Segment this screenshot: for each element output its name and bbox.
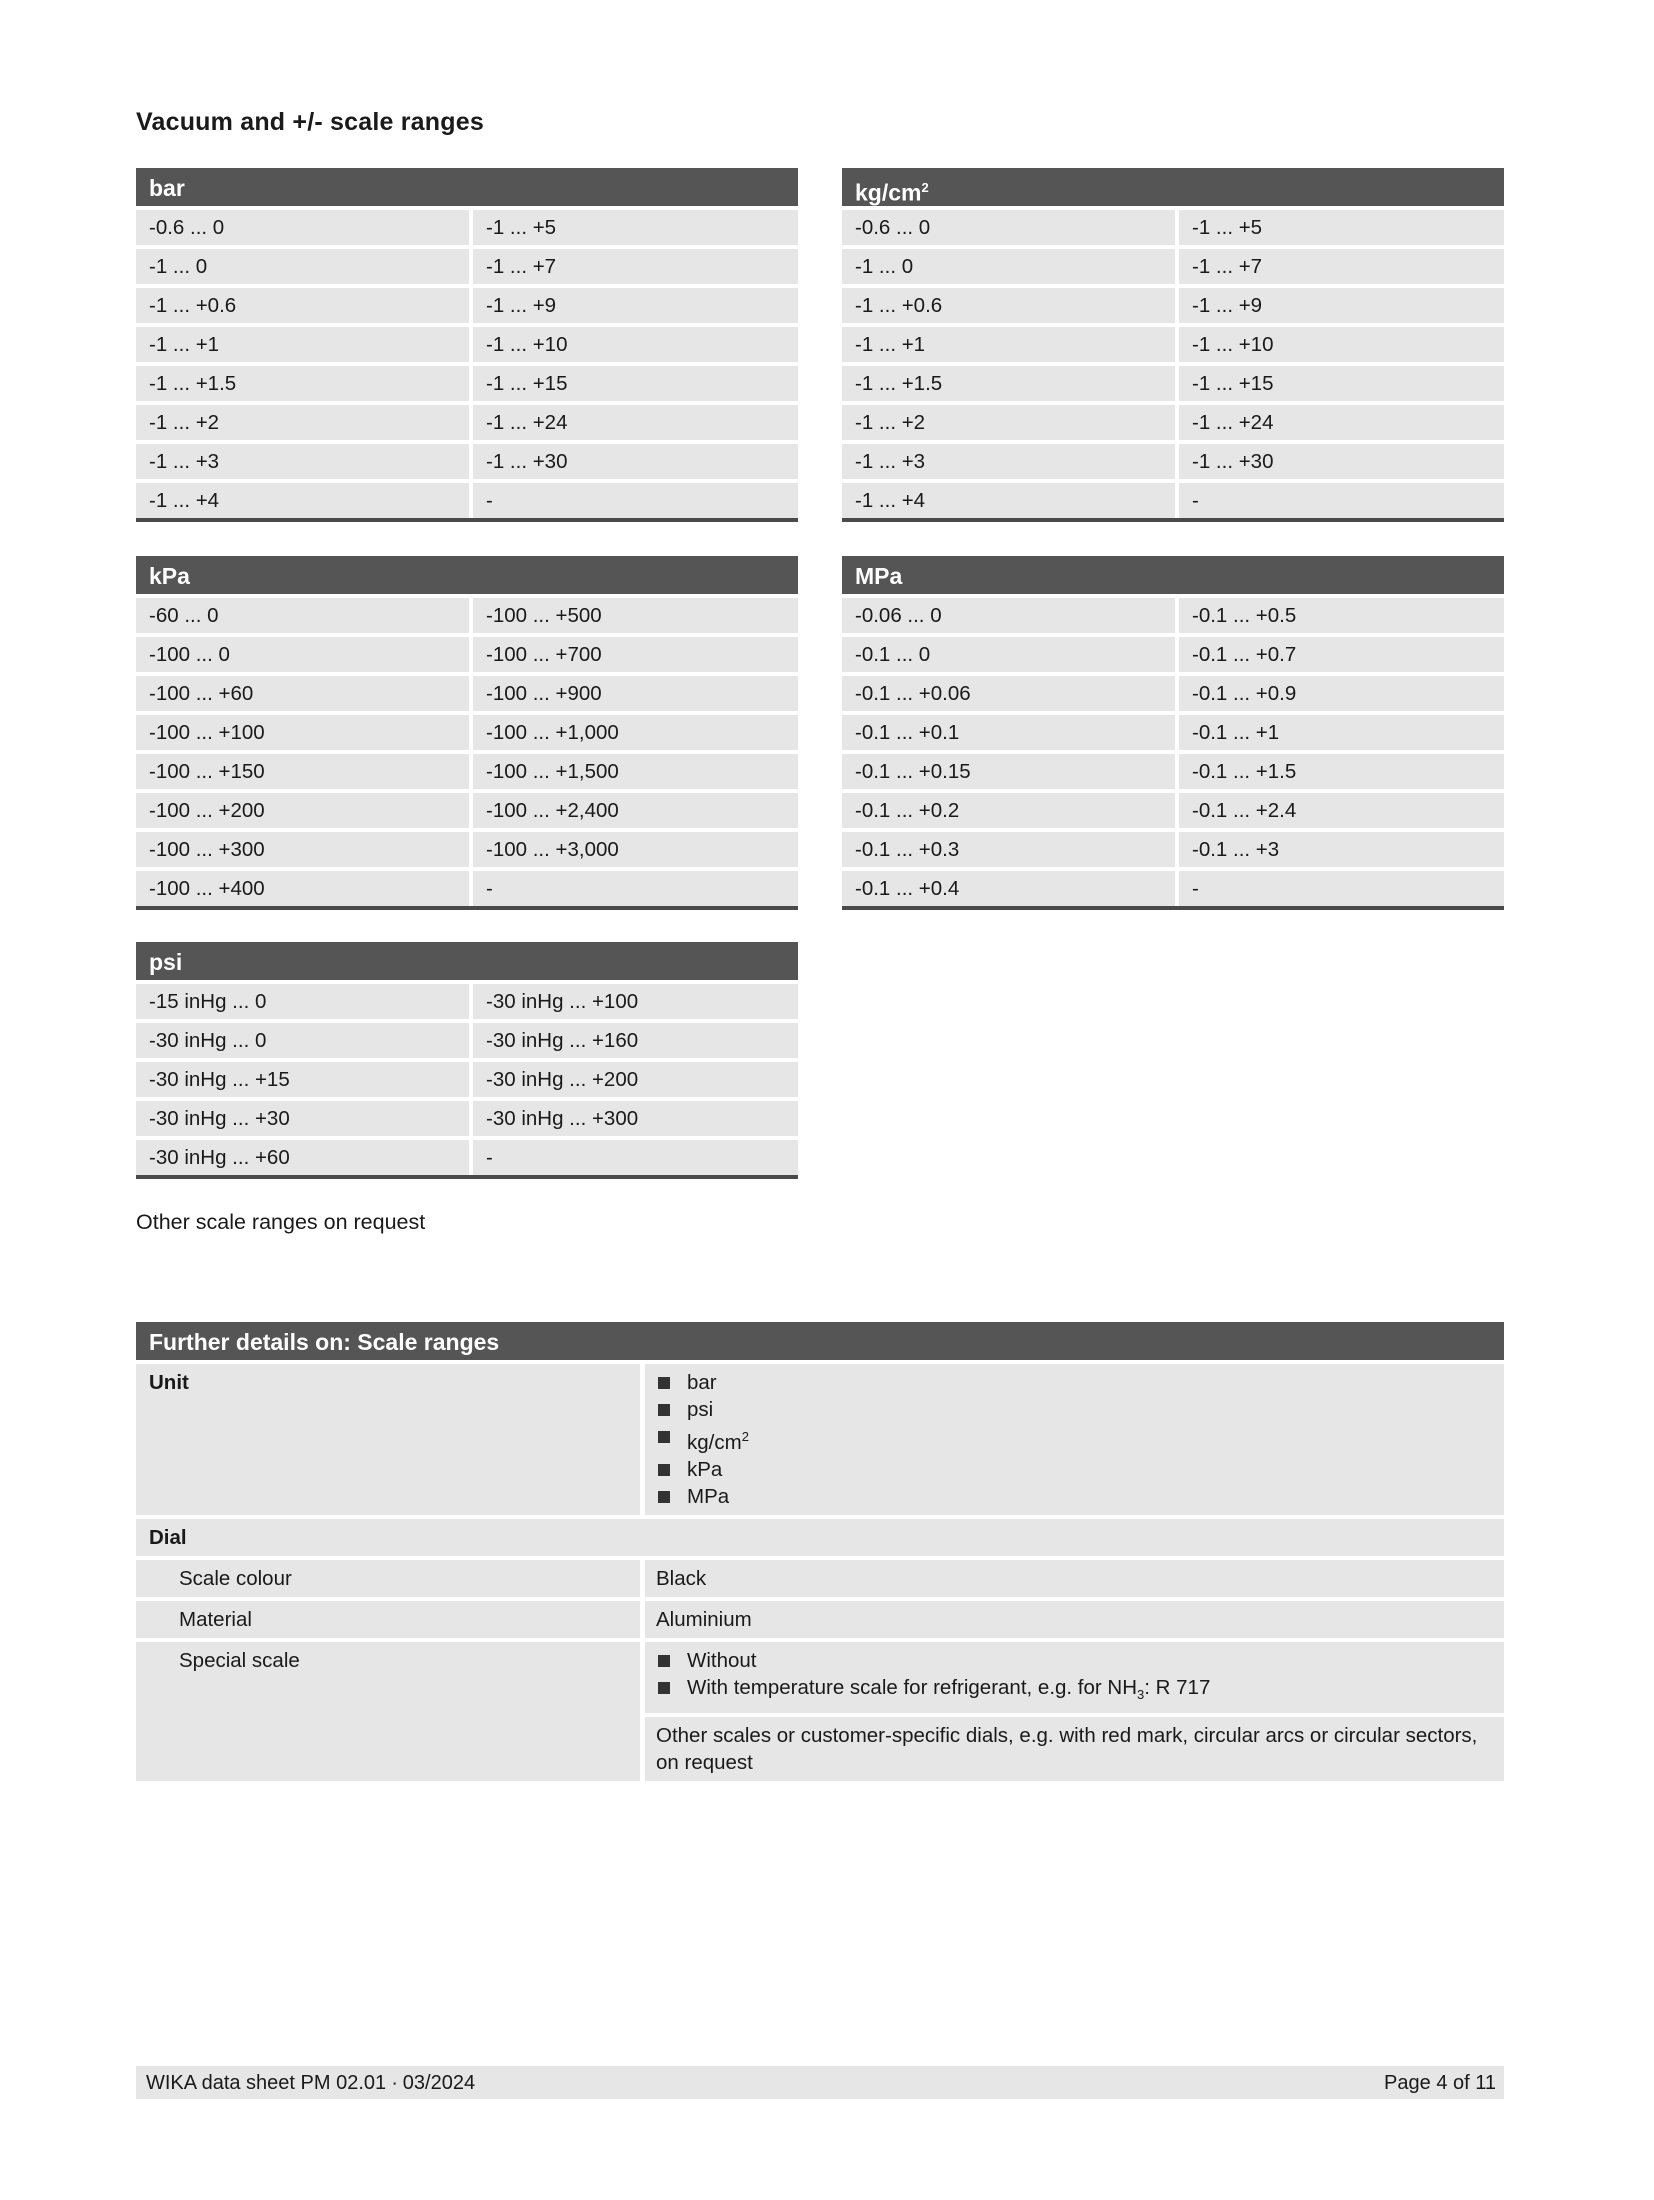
- scale-colour-label: Scale colour: [136, 1560, 640, 1597]
- range-table-kgcm2: [842, 168, 1504, 522]
- table-row: [842, 676, 1504, 711]
- range-cell: -100 ... +2,400: [473, 793, 798, 828]
- range-cell: -0.1 ... +0.4: [842, 871, 1175, 906]
- table-row: [842, 754, 1504, 789]
- special-scale-values: [645, 1642, 1504, 1781]
- table-row: [842, 598, 1504, 633]
- range-cell: -1 ... +2: [842, 405, 1175, 440]
- scale-colour-value: Black: [645, 1560, 1504, 1597]
- range-cell: -1 ... +15: [1179, 366, 1504, 401]
- range-cell: -: [473, 871, 798, 906]
- range-cell: -1 ... +0.6: [842, 288, 1175, 323]
- range-cell: -: [1179, 483, 1504, 518]
- unit-value: [645, 1364, 1504, 1515]
- range-cell: -0.1 ... +0.9: [1179, 676, 1504, 711]
- range-cell: -: [1179, 871, 1504, 906]
- table-row: [136, 715, 798, 750]
- material-value: Aluminium: [645, 1601, 1504, 1638]
- table-row: [842, 405, 1504, 440]
- range-cell: -100 ... +900: [473, 676, 798, 711]
- bullet-square-icon: [658, 1655, 670, 1667]
- range-cell: -1 ... +5: [473, 210, 798, 245]
- special-scale-note: Other scales or customer-specific dials, e.g. with red mark, circular arcs or circular sectors, on request: [645, 1717, 1504, 1781]
- table-row: [136, 1140, 798, 1175]
- special-scale-label: Special scale: [136, 1642, 640, 1781]
- range-table-kpa: [136, 556, 798, 910]
- range-cell: -1 ... +9: [1179, 288, 1504, 323]
- range-cell: -1 ... +3: [842, 444, 1175, 479]
- range-cell: -30 inHg ... +100: [473, 984, 798, 1019]
- range-cell: -100 ... +1,500: [473, 754, 798, 789]
- unit-label: Unit: [136, 1364, 640, 1515]
- range-cell: -0.1 ... +1.5: [1179, 754, 1504, 789]
- range-cell: -1 ... +5: [1179, 210, 1504, 245]
- range-cell: -100 ... +700: [473, 637, 798, 672]
- range-cell: -0.1 ... +0.3: [842, 832, 1175, 867]
- range-cell: -30 inHg ... +60: [136, 1140, 469, 1175]
- range-cell: -0.6 ... 0: [136, 210, 469, 245]
- range-cell: -30 inHg ... +200: [473, 1062, 798, 1097]
- list-item: $kg/cm^2$: [656, 1423, 1504, 1456]
- range-cell: -1 ... +24: [473, 405, 798, 440]
- range-cell: -100 ... +300: [136, 832, 469, 867]
- material-row: [136, 1601, 1504, 1638]
- table-title: [842, 168, 1504, 206]
- table-row: [136, 984, 798, 1019]
- list-item: psi: [656, 1396, 1504, 1423]
- range-cell: -0.1 ... +0.1: [842, 715, 1175, 750]
- scale-colour-row: [136, 1560, 1504, 1597]
- table-row: [136, 871, 798, 906]
- range-cell: -1 ... +30: [1179, 444, 1504, 479]
- range-cell: -1 ... +15: [473, 366, 798, 401]
- range-cell: -60 ... 0: [136, 598, 469, 633]
- range-cell: -100 ... +3,000: [473, 832, 798, 867]
- footer-document-id: WIKA data sheet PM 02.01 ∙ 03/2024: [146, 2072, 476, 2094]
- range-cell: -0.1 ... +3: [1179, 832, 1504, 867]
- bullet-square-icon: [658, 1377, 670, 1389]
- range-cell: -1 ... +30: [473, 444, 798, 479]
- range-cell: -1 ... +10: [1179, 327, 1504, 362]
- table-row: [842, 871, 1504, 906]
- range-cell: -30 inHg ... 0: [136, 1023, 469, 1058]
- table-row: [842, 637, 1504, 672]
- bullet-square-icon: [658, 1431, 670, 1443]
- bullet-square-icon: [658, 1464, 670, 1476]
- range-cell: -100 ... +200: [136, 793, 469, 828]
- range-table-psi: [136, 942, 798, 1179]
- range-cell: -0.1 ... 0: [842, 637, 1175, 672]
- table-title: MPa: [842, 556, 1504, 594]
- range-cell: -1 ... +24: [1179, 405, 1504, 440]
- table-row: [842, 832, 1504, 867]
- table-title: bar: [136, 168, 798, 206]
- table-row: [136, 1062, 798, 1097]
- bullet-square-icon: [658, 1491, 670, 1503]
- material-label: Material: [136, 1601, 640, 1638]
- list-item: bar: [656, 1369, 1504, 1396]
- range-table-mpa: [842, 556, 1504, 910]
- list-item: Without: [656, 1647, 1504, 1674]
- table-title-superscript: 2: [921, 180, 929, 195]
- table-row: [136, 288, 798, 323]
- table-row: [136, 598, 798, 633]
- range-cell: -100 ... 0: [136, 637, 469, 672]
- table-row: [842, 793, 1504, 828]
- range-cell: -1 ... +1.5: [136, 366, 469, 401]
- table-row: [136, 327, 798, 362]
- special-scale-options: [645, 1642, 1504, 1713]
- table-row: [842, 327, 1504, 362]
- table-row: [842, 288, 1504, 323]
- range-cell: -1 ... +7: [1179, 249, 1504, 284]
- table-row: [136, 793, 798, 828]
- range-cell: -1 ... +1.5: [842, 366, 1175, 401]
- footer-page-number: Page 4 of 11: [1384, 2072, 1496, 2094]
- table-row: [136, 754, 798, 789]
- table-row: [842, 483, 1504, 518]
- range-cell: -0.1 ... +2.4: [1179, 793, 1504, 828]
- range-cell: -0.1 ... +0.15: [842, 754, 1175, 789]
- table-row: [136, 637, 798, 672]
- further-details-table: [136, 1322, 1504, 1785]
- range-cell: -1 ... +0.6: [136, 288, 469, 323]
- range-cell: -1 ... +4: [136, 483, 469, 518]
- table-row: [136, 366, 798, 401]
- range-cell: -0.1 ... +0.5: [1179, 598, 1504, 633]
- further-details-title: Further details on: Scale ranges: [136, 1322, 1504, 1360]
- table-title: psi: [136, 942, 798, 980]
- table-row: [136, 483, 798, 518]
- list-item: MPa: [656, 1483, 1504, 1510]
- range-cell: -0.6 ... 0: [842, 210, 1175, 245]
- table-row: [136, 1023, 798, 1058]
- range-cell: -1 ... +3: [136, 444, 469, 479]
- range-cell: -15 inHg ... 0: [136, 984, 469, 1019]
- range-cell: -1 ... +7: [473, 249, 798, 284]
- range-cell: -: [473, 1140, 798, 1175]
- dial-row: [136, 1519, 1504, 1556]
- range-table-bar: [136, 168, 798, 522]
- table-row: [842, 210, 1504, 245]
- range-cell: -1 ... +4: [842, 483, 1175, 518]
- range-cell: -100 ... +1,000: [473, 715, 798, 750]
- table-row: [842, 444, 1504, 479]
- table-title: kPa: [136, 556, 798, 594]
- range-cell: -100 ... +150: [136, 754, 469, 789]
- list-item: kPa: [656, 1456, 1504, 1483]
- unit-row: [136, 1364, 1504, 1515]
- range-cell: -0.06 ... 0: [842, 598, 1175, 633]
- range-cell: -0.1 ... +0.06: [842, 676, 1175, 711]
- dial-label: Dial: [136, 1519, 1504, 1556]
- range-cell: -1 ... +1: [842, 327, 1175, 362]
- range-cell: -30 inHg ... +15: [136, 1062, 469, 1097]
- page-footer: [136, 2066, 1504, 2099]
- section-heading: Vacuum and +/- scale ranges: [136, 108, 484, 136]
- range-cell: -1 ... +10: [473, 327, 798, 362]
- range-cell: -1 ... 0: [842, 249, 1175, 284]
- range-cell: -0.1 ... +1: [1179, 715, 1504, 750]
- table-row: [842, 715, 1504, 750]
- special-scale-row: [136, 1642, 1504, 1781]
- other-ranges-note: Other scale ranges on request: [136, 1210, 426, 1234]
- range-cell: -100 ... +400: [136, 871, 469, 906]
- table-row: [136, 676, 798, 711]
- range-cell: -30 inHg ... +300: [473, 1101, 798, 1136]
- range-cell: -100 ... +500: [473, 598, 798, 633]
- table-row: [136, 405, 798, 440]
- list-item: With temperature scale for refrigerant, e.g. for $NH_3$: R 717: [656, 1674, 1504, 1708]
- range-cell: -1 ... +9: [473, 288, 798, 323]
- range-cell: -0.1 ... +0.7: [1179, 637, 1504, 672]
- range-cell: -1 ... +2: [136, 405, 469, 440]
- range-cell: -: [473, 483, 798, 518]
- range-cell: -30 inHg ... +160: [473, 1023, 798, 1058]
- range-cell: -1 ... 0: [136, 249, 469, 284]
- table-row: [136, 832, 798, 867]
- range-cell: -100 ... +60: [136, 676, 469, 711]
- bullet-square-icon: [658, 1682, 670, 1694]
- table-row: [136, 249, 798, 284]
- range-cell: -1 ... +1: [136, 327, 469, 362]
- table-title-main: kg/cm: [855, 179, 922, 206]
- range-cell: -30 inHg ... +30: [136, 1101, 469, 1136]
- bullet-square-icon: [658, 1404, 670, 1416]
- table-row: [842, 249, 1504, 284]
- range-cell: -100 ... +100: [136, 715, 469, 750]
- table-row: [842, 366, 1504, 401]
- table-row: [136, 210, 798, 245]
- range-cell: -0.1 ... +0.2: [842, 793, 1175, 828]
- table-row: [136, 444, 798, 479]
- table-row: [136, 1101, 798, 1136]
